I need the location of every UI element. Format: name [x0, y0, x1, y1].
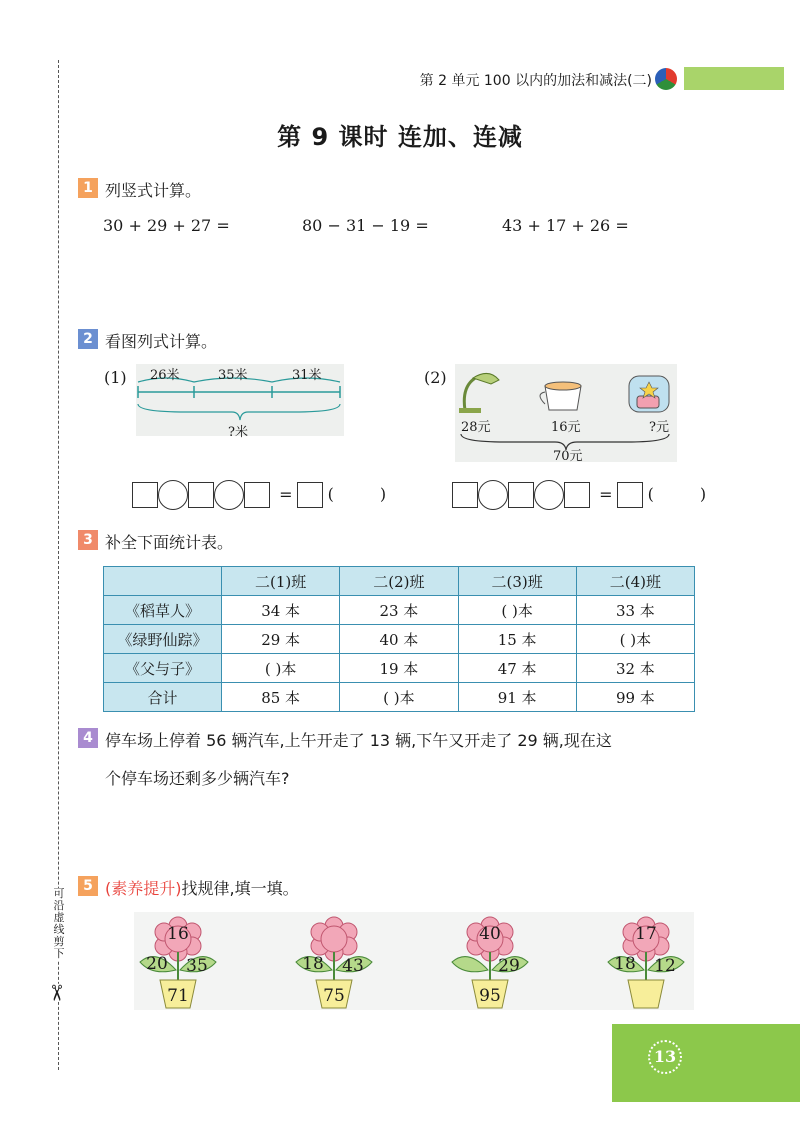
q2-part1-equation [132, 480, 386, 510]
page-title: 第 9 课时 连加、连减 [277, 123, 523, 151]
total-price: 70元 [553, 449, 583, 464]
segment-1-label: 26米 [150, 368, 180, 383]
segment-2-label: 35米 [218, 368, 248, 383]
table-row-label: 合计 [104, 683, 222, 712]
question-1-text: 列竖式计算。 [105, 181, 202, 200]
cut-instruction: 可沿虚线剪下 [53, 887, 65, 960]
q2-part2-equation [452, 480, 706, 510]
flower-right-number: 29 [498, 956, 520, 976]
operator-circle[interactable] [214, 480, 244, 510]
question-4-line-2: 个停车场还剩多少辆汽车? [105, 769, 290, 788]
table-cell: 40 本 [340, 625, 458, 654]
flower-right-number: 35 [186, 956, 208, 976]
table-cell: 85 本 [222, 683, 340, 712]
unit-paren-open: ( [647, 484, 654, 504]
equals-sign: = [279, 484, 293, 504]
question-4-line-1: 停车场上停着 56 辆汽车,上午开走了 13 辆,下午又开走了 29 辆,现在这 [105, 731, 612, 750]
flower-4 [604, 912, 688, 1010]
backpack-price: ?元 [649, 420, 669, 435]
answer-box[interactable] [132, 482, 158, 508]
table-header-cell: 二(2)班 [340, 567, 458, 596]
operator-circle[interactable] [478, 480, 508, 510]
table-header-cell: 二(1)班 [222, 567, 340, 596]
table-cell: 19 本 [340, 654, 458, 683]
flower-1 [136, 912, 220, 1010]
table-cell: 32 本 [576, 654, 694, 683]
answer-box[interactable] [452, 482, 478, 508]
table-blank-cell[interactable]: ( )本 [340, 683, 458, 712]
question-3-text: 补全下面统计表。 [105, 533, 234, 552]
question-5-text: 找规律,填一填。 [181, 879, 299, 898]
answer-box[interactable] [244, 482, 270, 508]
q1-expression-3: 43 + 17 + 26 = [502, 216, 629, 235]
unit-paren-open: ( [327, 484, 334, 504]
flower-pot-number: 71 [167, 986, 189, 1006]
question-2-number: 2 [78, 329, 98, 349]
lamp-price: 28元 [461, 420, 491, 435]
statistics-table [103, 566, 695, 712]
answer-box[interactable] [297, 482, 323, 508]
q1-expression-2: 80 − 31 − 19 = [302, 216, 429, 235]
answer-box[interactable] [188, 482, 214, 508]
question-5-heading [105, 876, 299, 899]
operator-circle[interactable] [534, 480, 564, 510]
table-row [104, 625, 695, 654]
question-2-text: 看图列式计算。 [105, 332, 218, 351]
flower-top-number: 16 [167, 924, 189, 944]
table-cell: 15 本 [458, 625, 576, 654]
question-1-number: 1 [78, 178, 98, 198]
flower-pot-number: 95 [479, 986, 501, 1006]
price-diagram [455, 364, 677, 462]
flower-left-number: 18 [302, 954, 324, 974]
flower-left-number: 20 [146, 954, 168, 974]
table-header-cell: 二(4)班 [576, 567, 694, 596]
table-cell: 29 本 [222, 625, 340, 654]
q1-expression-1: 30 + 29 + 27 = [103, 216, 230, 235]
table-blank-cell[interactable]: ( )本 [222, 654, 340, 683]
unit-color-bar [684, 67, 784, 90]
flower-right-number: 12 [654, 956, 676, 976]
cup-price: 16元 [551, 420, 581, 435]
answer-box[interactable] [617, 482, 643, 508]
flower-top-number: 17 [635, 924, 657, 944]
backpack-icon [629, 376, 669, 412]
lamp-icon [459, 373, 499, 413]
table-row-label: 《绿野仙踪》 [104, 625, 222, 654]
segment-total-label: ?米 [228, 425, 248, 440]
table-header-row [104, 567, 695, 596]
flower-pot-number: 75 [323, 986, 345, 1006]
page-number: 13 [648, 1040, 682, 1074]
q2-part2-label: (2) [424, 368, 447, 387]
flower-right-number: 43 [342, 956, 364, 976]
table-row [104, 596, 695, 625]
table-total-row [104, 683, 695, 712]
flower-top-number: 40 [479, 924, 501, 944]
unit-ball-icon [655, 68, 677, 90]
scissors-icon: ✂ [43, 983, 69, 1003]
table-row-label: 《稻草人》 [104, 596, 222, 625]
question-5-number: 5 [78, 876, 98, 896]
table-blank-cell[interactable]: ( )本 [576, 625, 694, 654]
q2-part1-label: (1) [104, 368, 127, 387]
answer-box[interactable] [564, 482, 590, 508]
table-cell: 23 本 [340, 596, 458, 625]
unit-paren-close: ) [379, 484, 387, 504]
table-blank-cell[interactable]: ( )本 [458, 596, 576, 625]
table-header-cell [104, 567, 222, 596]
footer-green-block [612, 1024, 800, 1102]
unit-header: 第 2 单元 100 以内的加法和减法(二) [419, 73, 652, 89]
question-3-number: 3 [78, 530, 98, 550]
segment-diagram [136, 364, 344, 440]
cup-icon [540, 382, 581, 410]
answer-box[interactable] [508, 482, 534, 508]
operator-circle[interactable] [158, 480, 188, 510]
table-row [104, 654, 695, 683]
table-cell: 91 本 [458, 683, 576, 712]
table-row-label: 《父与子》 [104, 654, 222, 683]
flower-2 [292, 912, 376, 1010]
table-cell: 33 本 [576, 596, 694, 625]
flower-left-number: 18 [614, 954, 636, 974]
question-4-number: 4 [78, 728, 98, 748]
flower-3 [448, 912, 532, 1010]
equals-sign: = [599, 484, 613, 504]
table-header-cell: 二(3)班 [458, 567, 576, 596]
unit-paren-close: ) [699, 484, 707, 504]
table-cell: 47 本 [458, 654, 576, 683]
segment-3-label: 31米 [292, 368, 322, 383]
table-cell: 34 本 [222, 596, 340, 625]
literacy-tag: (素养提升) [105, 879, 182, 898]
table-cell: 99 本 [576, 683, 694, 712]
